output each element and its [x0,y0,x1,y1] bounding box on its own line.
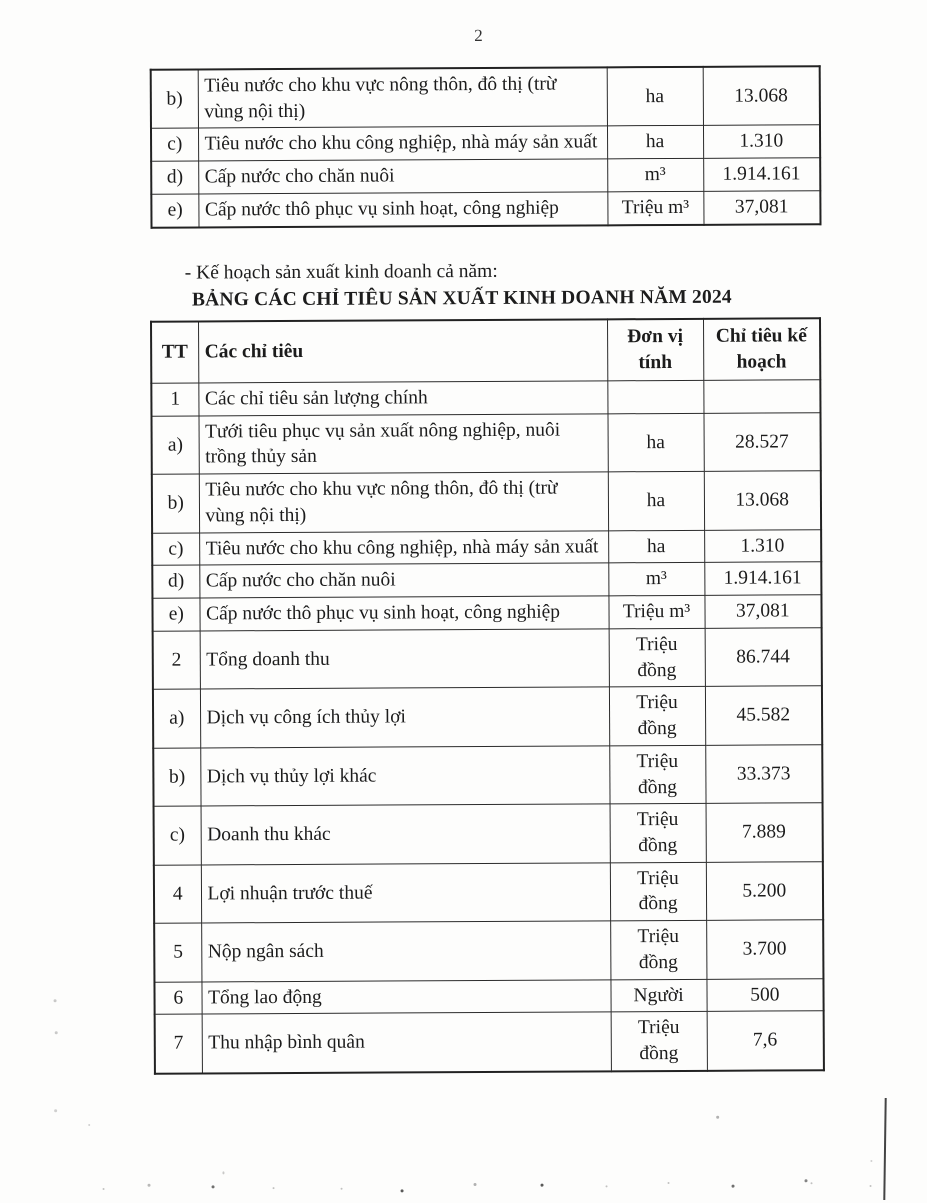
row-number: a) [153,689,200,748]
row-number: c) [151,128,198,161]
scan-speckle [212,1185,215,1188]
scan-speckle [870,1160,872,1162]
row-number: 4 [154,865,201,924]
row-value: 33.373 [705,745,822,804]
row-value: 3.700 [706,920,823,979]
scan-speckle [148,1184,151,1187]
table-row [155,1011,824,1073]
row-unit: Triệu đồng [609,745,705,804]
row-unit: Triệu m³ [607,191,703,225]
table-row [151,158,820,194]
row-value: 13.068 [704,471,821,530]
header-row [151,318,820,383]
row-value: 1.914.161 [704,562,821,595]
header-label: Các chỉ tiêu [198,319,607,383]
row-label: Cấp nước cho chăn nuôi [199,563,608,598]
row-label: Cấp nước cho chăn nuôi [198,159,607,194]
row-number: 5 [154,923,201,982]
row-unit: ha [607,413,703,472]
header-unit: Đơn vị tính [607,319,703,381]
row-value: 1.310 [703,125,820,158]
table-title: BẢNG CÁC CHỈ TIÊU SẢN XUẤT KINH DOANH NĂM 2024 [191,286,732,311]
row-value: 45.582 [705,686,822,745]
scan-speckle [55,1031,58,1034]
row-unit: Triệu đồng [610,804,706,863]
scan-speckle [606,1185,608,1187]
row-unit: Triệu đồng [610,862,706,921]
row-unit [607,380,703,413]
row-unit: Triệu đồng [609,628,705,687]
scan-speckle [88,1124,90,1126]
row-number: a) [151,416,198,475]
row-value: 37,081 [704,595,821,628]
row-label: Các chỉ tiêu sản lượng chính [198,381,607,416]
scan-speckle [273,1187,275,1189]
scan-speckle [668,1182,670,1184]
row-value: 500 [706,978,823,1011]
table-row [154,920,823,982]
top-table-body [151,66,821,227]
row-number: b) [153,748,200,807]
table-row [153,686,822,748]
row-value: 28.527 [703,412,820,471]
row-unit: Triệu đồng [611,1012,707,1071]
row-number: c) [154,806,201,865]
table-row [153,745,822,807]
row-value: 13.068 [703,66,820,126]
row-unit: m³ [607,159,703,192]
scan-speckle [54,1109,57,1112]
row-label: Lợi nhuận trước thuế [201,863,610,924]
scan-speckle [103,1188,105,1190]
row-unit: ha [607,67,703,126]
row-number: c) [152,533,199,566]
row-unit: Người [610,979,706,1012]
row-number: 6 [154,982,201,1015]
row-label: Tổng lao động [201,980,610,1015]
row-value: 5.200 [706,861,823,920]
row-value: 86.744 [705,628,822,687]
row-label: Dịch vụ thủy lợi khác [200,746,609,807]
row-unit: Triệu m³ [608,595,704,628]
table-row [152,562,821,598]
table-row [151,191,820,228]
scan-speckle [474,1183,477,1186]
header-tt: TT [151,321,198,383]
table-row [151,412,820,474]
table-row [151,380,820,416]
header-value: Chỉ tiêu kế hoạch [703,318,820,380]
row-number: e) [152,598,199,631]
row-unit: Triệu đồng [609,687,705,746]
scan-speckle [341,1188,343,1190]
table-row [151,66,820,128]
row-value: 37,081 [703,191,820,225]
row-unit: ha [608,472,704,531]
production-targets-table-continued [150,65,822,228]
row-number: 1 [151,383,198,416]
scan-speckle [870,1185,872,1187]
row-label: Tổng doanh thu [200,629,609,690]
table-row [154,803,823,865]
row-label: Tiêu nước cho khu vực nông thôn, đô thị (trừ vùng nội thị) [198,67,607,128]
row-label: Nộp ngân sách [201,921,610,982]
row-unit: m³ [608,563,704,596]
row-number: b) [151,69,198,128]
row-value: 7.889 [706,803,823,862]
scan-speckle [54,999,57,1002]
scan-speckle [805,1179,808,1182]
row-unit: ha [607,126,703,159]
scan-speckle [401,1189,404,1192]
table-row [153,628,822,690]
row-label: Doanh thu khác [201,804,610,865]
row-number: 2 [153,631,200,690]
page-number: 2 [474,25,483,46]
row-unit: Triệu đồng [610,921,706,980]
scan-speckle [541,1184,544,1187]
row-label: Thu nhập bình quân [202,1012,611,1073]
row-label: Tiêu nước cho khu vực nông thôn, đô thị (trừ vùng nội thị) [199,472,608,533]
intro-line: - Kế hoạch sản xuất kinh doanh cả năm: [184,260,498,284]
table-row [151,125,820,161]
row-value: 1.914.161 [703,158,820,191]
table-row [152,595,821,631]
table-row [152,471,821,533]
row-label: Cấp nước thô phục vụ sinh hoạt, công nghiệp [198,192,607,227]
row-label: Cấp nước thô phục vụ sinh hoạt, công nghiệp [199,596,608,631]
row-label: Dịch vụ công ích thủy lợi [200,687,609,748]
table-row [154,978,823,1014]
row-label: Tưới tiêu phục vụ sản xuất nông nghiệp, nuôi trồng thủy sản [198,414,607,475]
row-number: d) [151,161,198,194]
main-table-body [151,380,824,1074]
row-label: Tiêu nước cho khu công nghiệp, nhà máy sản xuất [199,531,608,566]
scan-speckle [716,1116,719,1119]
row-value [703,380,820,413]
row-value: 1.310 [704,529,821,562]
scan-speckle [732,1185,735,1188]
business-plan-2024-table [150,317,825,1074]
row-value: 7,6 [707,1011,824,1071]
row-label: Tiêu nước cho khu công nghiệp, nhà máy sản xuất [198,126,607,161]
row-number: d) [152,565,199,598]
row-number: 7 [155,1014,202,1073]
table-row [152,529,821,565]
row-unit: ha [608,530,704,563]
scan-speckle [811,1182,813,1184]
row-number: b) [152,474,199,533]
scan-speckle [222,1171,224,1174]
table-row [154,861,823,923]
row-number: e) [151,194,198,227]
